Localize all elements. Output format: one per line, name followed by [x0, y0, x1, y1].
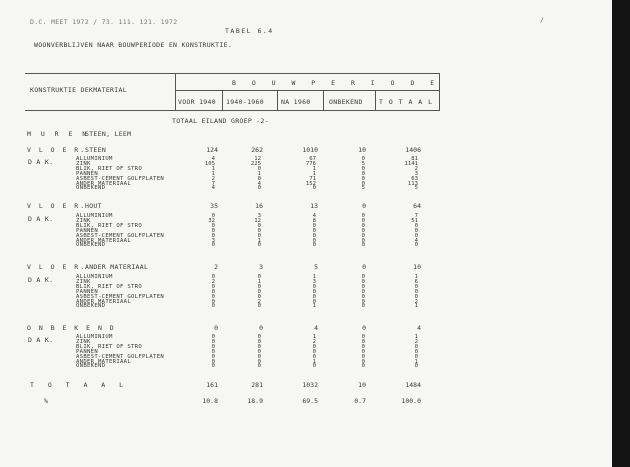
- muren-value: STEEN, LEEM: [85, 130, 132, 138]
- total-value: 10: [358, 381, 366, 389]
- corner-mark: /: [540, 16, 545, 24]
- section-value: 0: [362, 324, 366, 332]
- rule: [25, 73, 440, 74]
- section-value: 10: [358, 146, 366, 154]
- rule: [175, 90, 440, 91]
- section-value: 262: [251, 146, 263, 154]
- percent-value: 69.5: [302, 397, 318, 405]
- dak-label: D A K.: [28, 158, 54, 166]
- dak-items: ALLUMINIUM ZINK BLIK, RIET OF STRO PANNEN ASBEST-CEMENT GOLFPLATEN ANDER MATERIAAL ONBEKEND: [76, 334, 165, 370]
- section-value: 35: [210, 202, 218, 210]
- vloer-value: ANDER MATERIAAL: [85, 263, 149, 271]
- section-value: 4: [417, 324, 421, 332]
- vloer-label: V L O E R.: [27, 263, 87, 271]
- table-number: TABEL 6.4: [225, 27, 274, 35]
- dak-column: 81 1141 2 3 63 113 5: [404, 156, 418, 192]
- dak-label: D A K.: [28, 336, 54, 344]
- section-value: 0: [259, 324, 263, 332]
- dak-column: 1 2 0 0 0 1 0: [312, 334, 316, 370]
- section-value: 1406: [405, 146, 421, 154]
- percent-value: 10.8: [202, 397, 218, 405]
- dak-items: ALLUMINIUM ZINK BLIK, RIET OF STRO PANNEN ASBEST-CEMENT GOLFPLATEN ANDER MATERIAAL ONBEKEND: [76, 156, 165, 192]
- section-value: 0: [362, 263, 366, 271]
- total-value: 281: [251, 381, 263, 389]
- dak-column: 3 12 0 0 0 1 0: [254, 213, 261, 249]
- dak-items: ALLUMINIUM ZINK BLIK, RIET OF STRO PANNEN ASBEST-CEMENT GOLFPLATEN ANDER MATERIAAL ONBEKEND: [76, 274, 165, 310]
- section-value: 3: [259, 263, 263, 271]
- dak-column: 0 0 0 0 0 0 0: [211, 334, 215, 370]
- dak-column: 0 0 0 0 0 0 0: [361, 334, 365, 370]
- dak-column: 0 0 0 0 0 0 0: [257, 334, 261, 370]
- section-value: 4: [314, 324, 318, 332]
- dak-label: D A K.: [28, 215, 54, 223]
- section-value: 5: [314, 263, 318, 271]
- dak-column: 0 2 0 0 0 0 0: [211, 274, 215, 310]
- rule: [175, 73, 176, 110]
- dak-column: 1 2 0 0 0 1 0: [414, 334, 418, 370]
- rule: [25, 110, 440, 111]
- total-value: 161: [206, 381, 218, 389]
- total-value: 1484: [405, 381, 421, 389]
- percent-value: 0.7: [354, 397, 366, 405]
- dak-column: 12 225 0 1 0 4 0: [250, 156, 261, 192]
- percent-value: 18.9: [247, 397, 263, 405]
- section-value: 0: [362, 202, 366, 210]
- row-header: KONSTRUKTIE DEKMATERIAL: [30, 86, 127, 94]
- percent-value: 100.0: [401, 397, 421, 405]
- vloer-label: V L O E R.: [27, 146, 87, 154]
- muren-label: M U R E N: [27, 130, 90, 138]
- col-header-1: VOOR 1940: [178, 98, 216, 106]
- section-value: 13: [310, 202, 318, 210]
- total-value: 1032: [302, 381, 318, 389]
- dak-label: D A K.: [28, 276, 54, 284]
- dak-column: 7 51 0 0 0 4 0: [411, 213, 418, 249]
- dak-column: 0 0 0 0 0 0 0: [361, 274, 365, 310]
- dak-column: 67 776 1 1 71 152 0: [305, 156, 316, 192]
- vloer-value: HOUT: [85, 202, 102, 210]
- vloer-value: STEEN: [85, 146, 107, 154]
- section-value: 1010: [302, 146, 318, 154]
- section-value: 10: [413, 263, 421, 271]
- period-header: B O U W P E R I O D E: [232, 79, 441, 87]
- section-value: 2: [214, 263, 218, 271]
- dak-column: 0 0 0 0 0 0 0: [361, 213, 365, 249]
- col-header-2: 1940-1960: [226, 98, 264, 106]
- dak-column: 0 1 0 0 0 2 0: [257, 274, 261, 310]
- section-value: 16: [255, 202, 263, 210]
- dak-column: 4 8 0 0 0 0 0: [312, 213, 316, 249]
- rule: [323, 90, 324, 110]
- vloer-label: V L O E R.: [27, 202, 87, 210]
- dak-column: 1 3 0 0 0 0 1: [312, 274, 316, 310]
- dak-items: ALLUMINIUM ZINK BLIK, RIET OF STRO PANNEN ASBEST-CEMENT GOLFPLATEN ANDER MATERIAAL ONBEKEND: [76, 213, 165, 249]
- col-header-5: T O T A A L: [379, 98, 434, 106]
- header-stamp: D.C. MEET 1972 / 73. 111. 121. 1972: [30, 18, 178, 26]
- rule: [277, 90, 278, 110]
- section-value: 0: [214, 324, 218, 332]
- dak-column: 0 32 0 0 0 3 0: [208, 213, 215, 249]
- rule: [375, 90, 376, 110]
- section-value: 124: [206, 146, 218, 154]
- dak-column: 1 6 0 0 0 2 1: [414, 274, 418, 310]
- col-header-4: ONBEKEND: [329, 98, 363, 106]
- percent-label: %: [44, 397, 49, 405]
- document-title: WOONVERBLIJVEN NAAR BOUWPERIODE EN KONSTRUKTIE.: [34, 41, 233, 49]
- section-value: 64: [413, 202, 421, 210]
- total-label: T O T A A L: [30, 381, 129, 389]
- vloer-label: O N B E K E N D: [27, 324, 116, 332]
- col-header-3: NA 1960: [281, 98, 311, 106]
- dak-column: 0 5 0 0 0 0 5: [361, 156, 365, 192]
- rule: [222, 90, 223, 110]
- table-subtitle: TOTAAL EILAND GROEP -2-: [172, 117, 269, 125]
- scan-edge: [612, 0, 630, 467]
- dak-column: 4 105 1 1 2 7 4: [204, 156, 215, 192]
